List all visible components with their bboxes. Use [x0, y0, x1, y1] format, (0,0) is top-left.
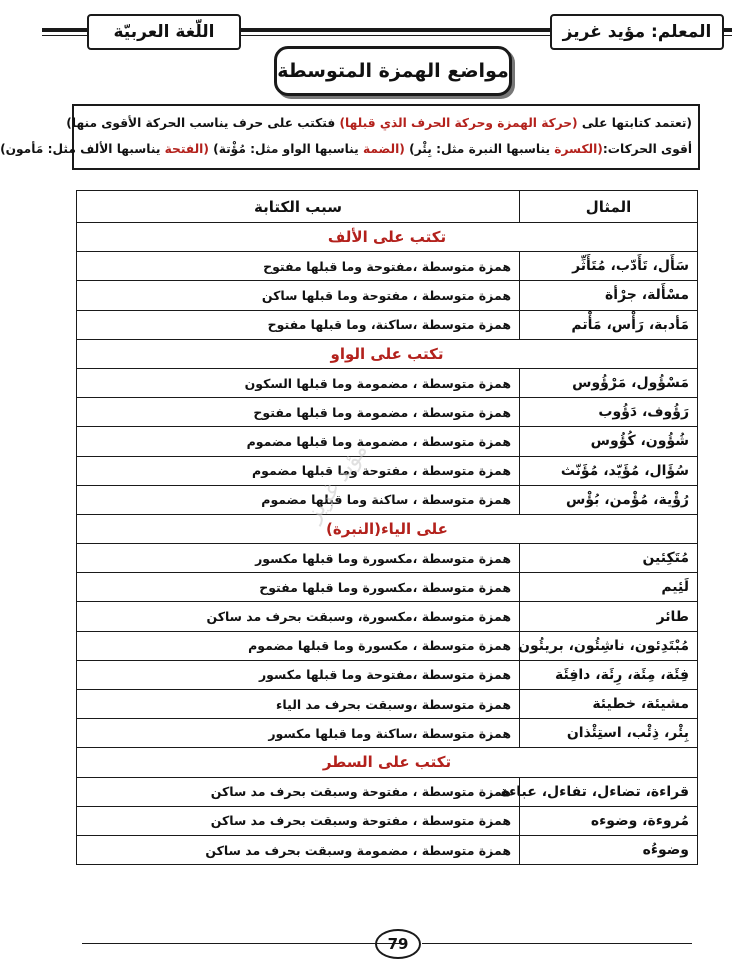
- reason-cell: همزة متوسطة ،مكسورة، وسبقت بحرف مد ساكن: [77, 602, 520, 631]
- reason-cell: همزة متوسطة ، مضمومة وما قبلها مفتوح: [77, 398, 520, 427]
- intro-text: يناسبها الألف مثل: مَأمون): [0, 142, 165, 156]
- section-heading: تكتب على الألف: [77, 223, 698, 252]
- footer-rule-left: [82, 943, 402, 944]
- intro-highlight: (الفتحة: [164, 142, 209, 156]
- example-cell: مُروءة، وضوءه: [520, 806, 698, 835]
- intro-highlight: (الضمة: [362, 142, 405, 156]
- table-header-row: [77, 191, 698, 223]
- reason-cell: همزة متوسطة ، مضمومة وسبقت بحرف مد ساكن: [77, 835, 520, 864]
- reason-cell: همزة متوسطة ،مفتوحة وما قبلها مفتوح: [77, 252, 520, 281]
- reason-cell: همزة متوسطة ،وسبقت بحرف مد الياء: [77, 690, 520, 719]
- example-cell: بِئْر، ذِئْب، استِئْذان: [520, 719, 698, 748]
- table-row: [77, 456, 698, 485]
- table-row: [77, 573, 698, 602]
- example-cell: مُبْتَدِئون، ناشِئُون، بريئُون: [520, 631, 698, 660]
- footer-rule-right: [422, 943, 692, 944]
- intro-text: أقوى الحركات:: [602, 142, 692, 156]
- table-row: [77, 427, 698, 456]
- example-cell: رَؤُوف، دَؤُوب: [520, 398, 698, 427]
- example-cell: مَسْؤُول، مَرْؤُوس: [520, 368, 698, 397]
- col-header-reason: سبب الكتابة: [77, 191, 520, 223]
- table-row: [77, 310, 698, 339]
- teacher-label: المعلم: مؤيد غريز: [550, 14, 724, 50]
- subject-label: اللّغة العربيّة: [87, 14, 241, 50]
- table-row: [77, 281, 698, 310]
- reason-cell: همزة متوسطة ، مفتوحة وسبقت بحرف مد ساكن: [77, 806, 520, 835]
- example-cell: سَأَل، تَأَدّب، مُتَأَثِّر: [520, 252, 698, 281]
- intro-box: [0, 104, 700, 170]
- page-title: مواضع الهمزة المتوسطة: [274, 46, 512, 96]
- section-heading: تكتب على الواو: [77, 339, 698, 368]
- reason-cell: همزة متوسطة ، مفتوحة وما قبلها ساكن: [77, 281, 520, 310]
- example-cell: مشيئة، خطيئة: [520, 690, 698, 719]
- section-heading-row: [77, 223, 698, 252]
- example-cell: مُتَكِئين: [520, 544, 698, 573]
- table-row: [77, 485, 698, 514]
- intro-text: يناسبها النبرة مثل: بِئْر): [404, 142, 555, 156]
- table-row: [77, 660, 698, 689]
- example-cell: شُؤُون، كُؤُوس: [520, 427, 698, 456]
- page-number: 79: [375, 929, 421, 959]
- intro-line-1: [66, 110, 692, 136]
- intro-line-2: [0, 136, 692, 162]
- table-row: [77, 806, 698, 835]
- example-cell: رُؤْية، مُؤْمن، بُؤْس: [520, 485, 698, 514]
- reason-cell: همزة متوسطة ، مضمومة وما قبلها السكون: [77, 368, 520, 397]
- example-cell: لَئِيم: [520, 573, 698, 602]
- table-row: [77, 690, 698, 719]
- example-cell: وضوءُه: [520, 835, 698, 864]
- example-cell: طائر: [520, 602, 698, 631]
- example-cell: قراءة، تضاءل، تفاءل، عباءة: [520, 777, 698, 806]
- reason-cell: همزة متوسطة ،مكسورة وما قبلها مفتوح: [77, 573, 520, 602]
- watermark: مؤيد غريز: [300, 438, 373, 527]
- example-cell: سُؤَال، مُؤَيّد، مُؤَنّث: [520, 456, 698, 485]
- reason-cell: همزة متوسطة ، مفتوحة وما قبلها مضموم: [77, 456, 520, 485]
- section-heading-row: [77, 339, 698, 368]
- reason-cell: همزة متوسطة ،مكسورة وما قبلها مكسور: [77, 544, 520, 573]
- intro-text: فتكتب على حرف يناسب الحركة الأقوى منها): [66, 116, 340, 130]
- section-heading: تكتب على السطر: [77, 748, 698, 777]
- reason-cell: همزة متوسطة ، مكسورة وما قبلها مضموم: [77, 631, 520, 660]
- reason-cell: همزة متوسطة ،ساكنة، وما قبلها مفتوح: [77, 310, 520, 339]
- section-heading-row: [77, 748, 698, 777]
- table-row: [77, 777, 698, 806]
- example-cell: فِئَة، مِئَة، رِئَة، دافِئَة: [520, 660, 698, 689]
- table-row: [77, 631, 698, 660]
- reason-cell: همزة متوسطة ،ساكنة وما قبلها مكسور: [77, 719, 520, 748]
- col-header-example: المثال: [520, 191, 698, 223]
- reason-cell: همزة متوسطة ، ساكنة وما قبلها مضموم: [77, 485, 520, 514]
- table-row: [77, 368, 698, 397]
- table-row: [77, 835, 698, 864]
- table-row: [77, 398, 698, 427]
- reason-cell: همزة متوسطة ، مفتوحة وسبقت بحرف مد ساكن: [77, 777, 520, 806]
- example-cell: مَأدبة، رَأْس، مَأْتم: [520, 310, 698, 339]
- section-heading-row: [77, 514, 698, 543]
- table-row: [77, 719, 698, 748]
- reason-cell: همزة متوسطة ، مضمومة وما قبلها مضموم: [77, 427, 520, 456]
- intro-highlight: (الكسرة: [554, 142, 603, 156]
- table-row: [77, 252, 698, 281]
- section-heading: على الياء(النبرة): [77, 514, 698, 543]
- reason-cell: همزة متوسطة ،مفتوحة وما قبلها مكسور: [77, 660, 520, 689]
- intro-highlight: (حركة الهمزة وحركة الحرف الذي قبلها): [339, 116, 578, 130]
- intro-text: (تعتمد كتابتها على: [577, 116, 692, 130]
- intro-text: يناسبها الواو مثل: مُؤْتة): [208, 142, 363, 156]
- table-row: [77, 602, 698, 631]
- example-cell: مسْأَلة، جرْأة: [520, 281, 698, 310]
- hamza-table: [76, 190, 698, 865]
- table-row: [77, 544, 698, 573]
